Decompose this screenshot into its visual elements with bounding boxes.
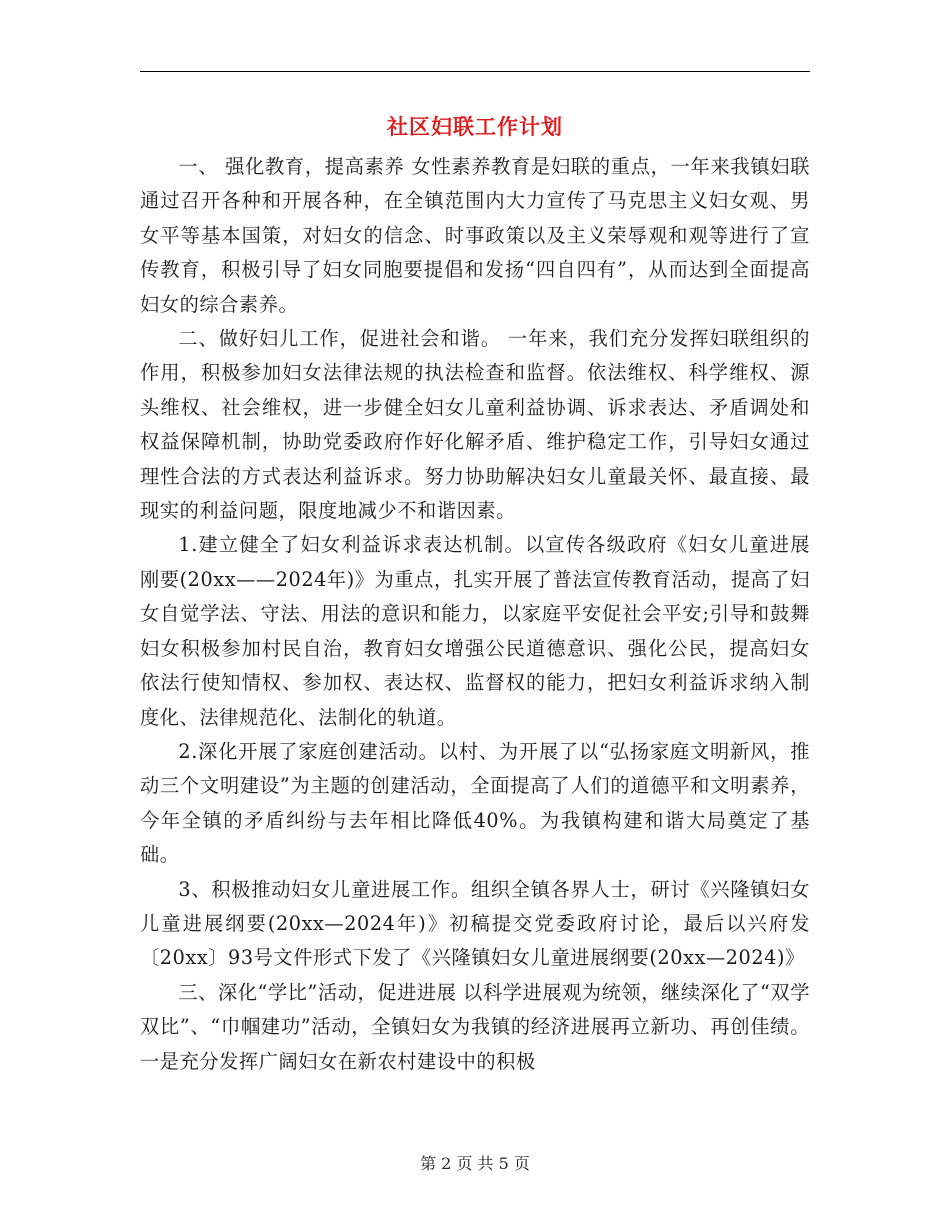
page-number: 第 2 页 共 5 页 xyxy=(420,1154,530,1173)
header-rule xyxy=(140,71,810,72)
paragraph-learning-activities: 三、深化“学比”活动，促进进展 以科学进展观为统领，继续深化了“双学双比”、“巾帼建功”活动，全镇妇女为我镇的经济进展再立新功、再创佳绩。一是充分发挥广阔妇女在新农村建设中的积极 xyxy=(140,980,810,1073)
paragraph-women-children-work: 二、做好妇儿工作，促进社会和谐。 一年来，我们充分发挥妇联组织的作用，积极参加妇女法律法规的执法检查和监督。依法维权、科学维权、源头维权、社会维权，进一步健全妇女儿童利益协调、诉求表达、矛盾调处和权益保障机制，协助党委政府作好化解矛盾、维护稳定工作，引导妇女通过理性合法的方式表达利益诉求。努力协助解决妇女儿童最关怀、最直接、最现实的利益问题，限度地减少不和谐因素。 xyxy=(140,327,810,523)
document-title: 社区妇联工作计划 xyxy=(387,114,563,139)
paragraph-interest-mechanism: 1.建立健全了妇女利益诉求表达机制。以宣传各级政府《妇女儿童进展刚要(20xx——2024年)》为重点，扎实开展了普法宣传教育活动，提高了妇女自觉学法、守法、用法的意识和能力，以家庭平安促社会平安;引导和鼓舞妇女积极参加村民自治，教育妇女增强公民道德意识、强化公民，提高妇女依法行使知情权、参加权、表达权、监督权的能力，把妇女利益诉求纳入制度化、法律规范化、法制化的轨道。 xyxy=(140,533,810,729)
paragraph-development-program: 3、积极推动妇女儿童进展工作。组织全镇各界人士，研讨《兴隆镇妇女儿童进展纲要(20xx—2024年)》初稿提交党委政府讨论，最后以兴府发〔20xx〕93号文件形式下发了《兴隆镇妇女儿童进展纲要(20xx—2024)》 xyxy=(140,877,810,970)
document-body xyxy=(140,150,810,1079)
paragraph-family-activities: 2.深化开展了家庭创建活动。以村、为开展了以“弘扬家庭文明新风，推动三个文明建设”为主题的创建活动，全面提高了人们的道德平和文明素养，今年全镇的矛盾纠纷与去年相比降低40%。为我镇构建和谐大局奠定了基础。 xyxy=(140,739,810,867)
paragraph-education: 一、 强化教育，提高素养 女性素养教育是妇联的重点，一年来我镇妇联通过召开各种和开展各种，在全镇范围内大力宣传了马克思主义妇女观、男女平等基本国策，对妇女的信念、时事政策以及主义荣辱观和观等进行了宣传教育，积极引导了妇女同胞要提倡和发扬“四自四有”，从而达到全面提高妇女的综合素养。 xyxy=(140,155,810,316)
